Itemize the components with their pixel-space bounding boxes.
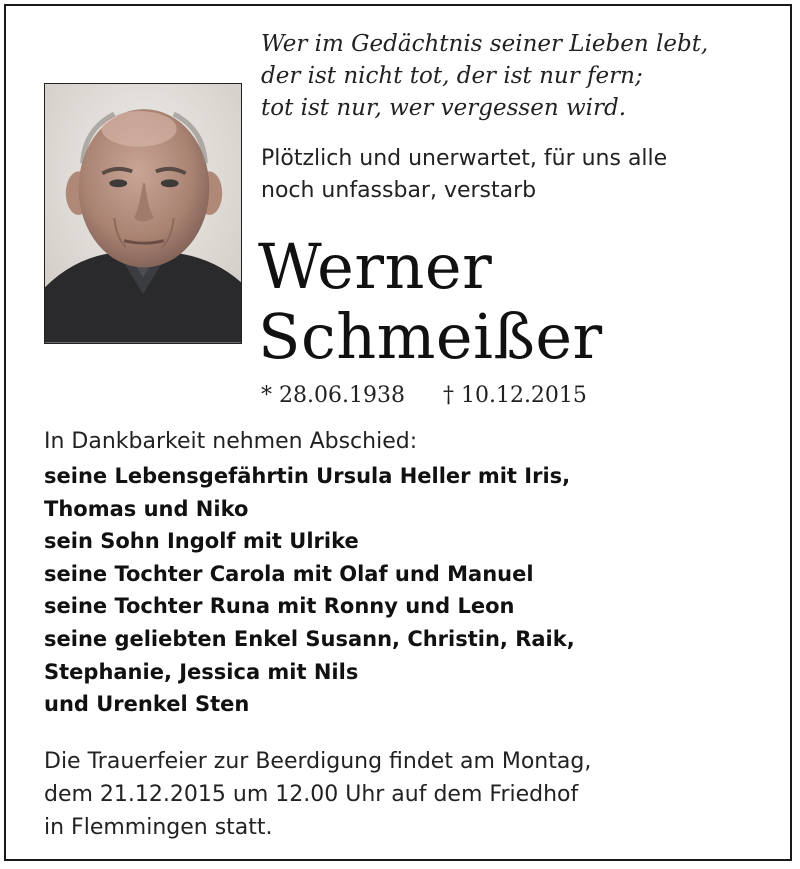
mourner-line: sein Sohn Ingolf mit Ulrike [44, 529, 359, 554]
quote-line: der ist nicht tot, der ist nur fern; [261, 63, 643, 89]
mourners-list [44, 460, 784, 721]
death-date: † 10.12.2015 [442, 383, 587, 408]
mourner-line: seine geliebten Enkel Susann, Christin, Raik, [44, 626, 575, 651]
deceased-first-name: Werner [258, 230, 493, 303]
intro-line: noch unfassbar, verstarb [261, 178, 537, 203]
mourner-line: seine Tochter Carola mit Olaf und Manuel [44, 561, 534, 586]
intro-line: Plötzlich und unerwartet, für uns alle [261, 146, 668, 171]
farewell-section [44, 426, 784, 458]
quote-line: Wer im Gedächtnis seiner Lieben lebt, [261, 31, 709, 57]
memorial-quote [261, 28, 781, 124]
portrait-image [45, 84, 241, 343]
mourner-line: seine Tochter Runa mit Ronny und Leon [44, 594, 515, 619]
life-dates [261, 381, 587, 411]
deceased-last-name: Schmeißer [258, 300, 603, 373]
mourner-line: Stephanie, Jessica mit Nils [44, 659, 359, 684]
funeral-line: Die Trauerfeier zur Beerdigung findet am Montag, [44, 749, 592, 774]
death-announcement-intro [261, 143, 781, 207]
mourner-line: seine Lebensgefährtin Ursula Heller mit Iris, [44, 464, 571, 488]
funeral-details [44, 745, 784, 844]
birth-date: * 28.06.1938 [261, 383, 405, 408]
deceased-name [258, 232, 788, 372]
mourner-line: Thomas und Niko [44, 496, 249, 521]
funeral-line: in Flemmingen statt. [44, 815, 273, 840]
quote-line: tot ist nur, wer vergessen wird. [261, 95, 627, 121]
mourner-line: und Urenkel Sten [44, 692, 250, 717]
farewell-lead: In Dankbarkeit nehmen Abschied: [44, 429, 418, 454]
funeral-line: dem 21.12.2015 um 12.00 Uhr auf dem Friedhof [44, 782, 579, 807]
portrait-photo [44, 83, 242, 344]
